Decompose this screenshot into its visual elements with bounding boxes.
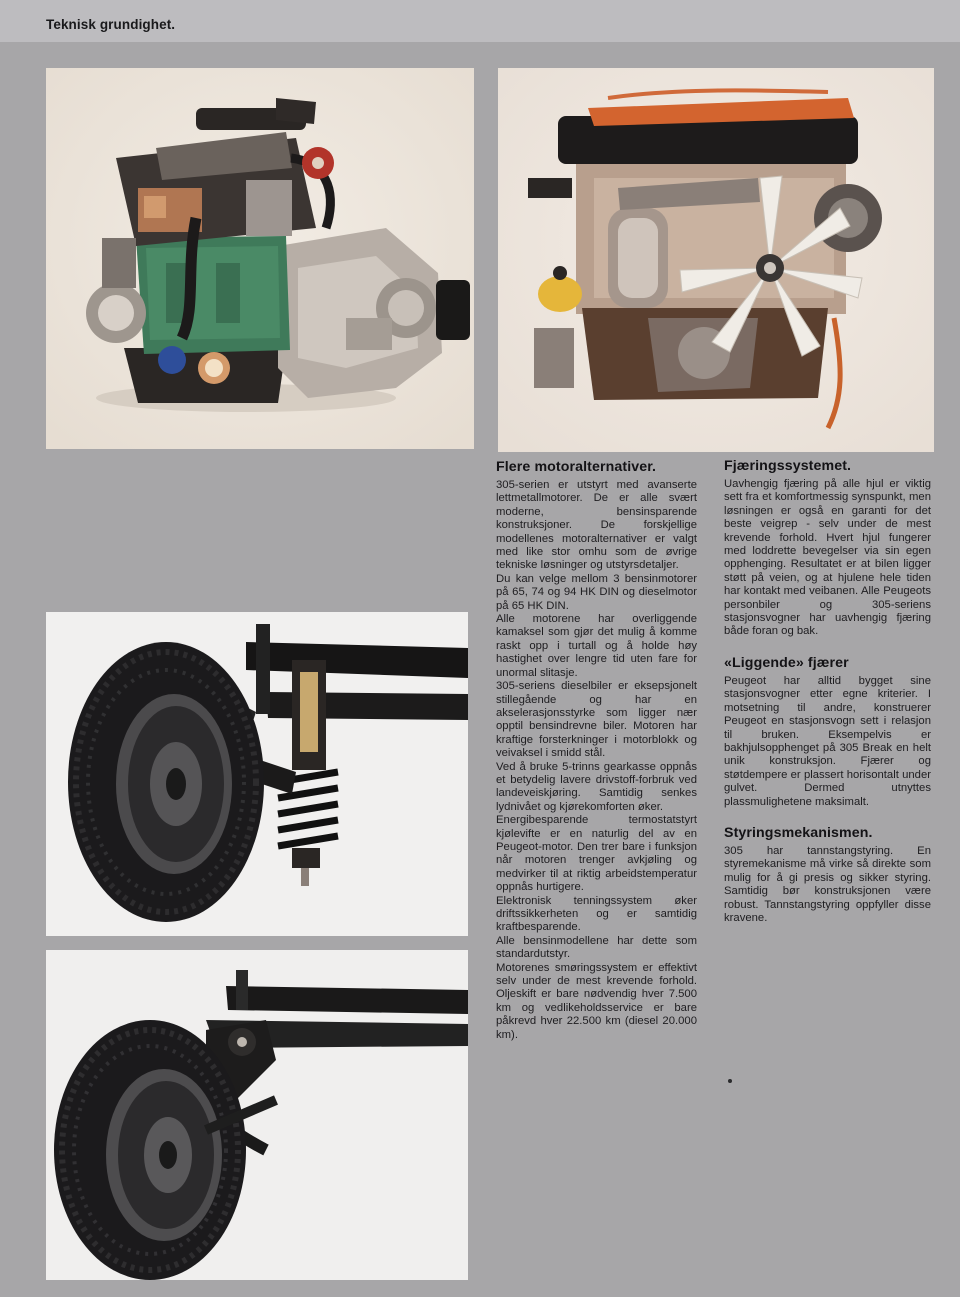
engine-fan-photo-icon [498,68,934,452]
wheel-rear-axle-photo-icon [46,950,468,1280]
steering-text: 305 har tannstangstyring. En styremekanisme må virke så direkte som mulig for å gi presis og sikker styring. Samtidig bør konstruksjonen være robust. Tannstangstyring oppfyller disse kravene. [724,844,931,924]
suspension-text: Uavhengig fjæring på alle hjul er viktig sett fra et komfortmessig synspunkt, men løsningen er også en garanti for det beste veigrep - selv under de mest krevende forhold. Hvert hjul fungerer med loddrette bevegelser via sin egen opphenging. Resultatet er at bilen ligger støtt på veien, og at hjulene hele tiden har kontakt med veibanen. Alle Peugeots personbiler og 305-seriens stasjonsvogner har uavhengig fjæring både foran og bak. [724,478,931,638]
body-paragraph: Motorenes smøringssystem er effektivt selv under de mest krevende forhold. Oljeskift er bare nødvendig hver 7.500 km og vedlikeholdsservice er bare påkrevd hver 22.500 km (diesel 20.000 km). [496,961,697,1041]
engine-options-column [496,459,697,1042]
steering-heading: Styringsmekanismen. [724,824,873,841]
body-paragraph: Alle motorene har overliggende kamaksel som gjør det mulig å komme raskt opp i turtall og å holde høy hastighet over lengre tid uten fare for unormal slitasje. [496,613,697,679]
body-paragraph: Energibesparende termostatstyrt kjølevifte er en naturlig del av en Peugeot-motor. Den trer bare i funksjon når motoren trenger avkjøling og medvirker til at riktig arbeidstemperatur oppnås hurtigere. [496,814,697,894]
body-paragraph: Alle bensinmodellene har dette som standardutstyr. [496,934,697,961]
engine-options-heading: Flere motoralternativer. [496,459,657,475]
body-paragraph: 305-serien er utstyrt med avanserte lettmetallmotorer. De er alle svært moderne, bensinsparende konstruksjoner. De forskjellige modellenes motoralternativer er valgt med like stor omhu som de øvrige tekniske løsninger og utstyrsdetaljer. [496,479,697,572]
horizontal-springs-text: Peugeot har alltid bygget sine stasjonsvogner etter egne kriterier. I motsetning til andre, konstruerer Peugeot en stasjonsvogn sett i relasjon til bruken. Eksempelvis er bakhjulsopphenget på 305 Break en helt unik konstruksjon. Fjærer og støtdempere er plassert horisontalt under gulvet. Dermed utnyttes plassmulighetene maksimalt. [724,674,931,808]
body-paragraph: 305-seriens dieselbiler er eksepsjonelt stillegående og har en akselerasjonsstyrke som ligger nær opptil bensindrevne biler. Motoren har kraftige forsterkninger i motorblokk og veivaksel i smidd stål. [496,680,697,760]
horizontal-springs-heading: «Liggende» fjærer [724,654,849,671]
engine-front-photo [498,68,934,452]
front-suspension-photo [46,612,468,936]
rear-suspension-photo [46,950,468,1280]
body-paragraph: Du kan velge mellom 3 bensinmotorer på 65, 74 og 94 HK DIN og dieselmotor på 65 HK DIN. [496,572,697,612]
engine-side-photo [46,68,474,449]
page-title: Teknisk grundighet. [46,17,176,32]
body-paragraph: Elektronisk tenningssystem øker driftssikkerheten og er samtidig kraftbesparende. [496,894,697,934]
engine-gearbox-photo-icon [46,68,474,449]
body-paragraph: Ved å bruke 5-trinns gearkasse oppnås et betydelig lavere drivstoff-forbruk ved landeveiskjøring. Samtidig senkes lydnivået og kjørekomforten øker. [496,760,697,813]
suspension-heading: Fjæringssystemet. [724,458,852,474]
suspension-steering-column [724,458,931,925]
end-mark [728,1079,732,1083]
wheel-coil-spring-photo-icon [46,612,468,936]
